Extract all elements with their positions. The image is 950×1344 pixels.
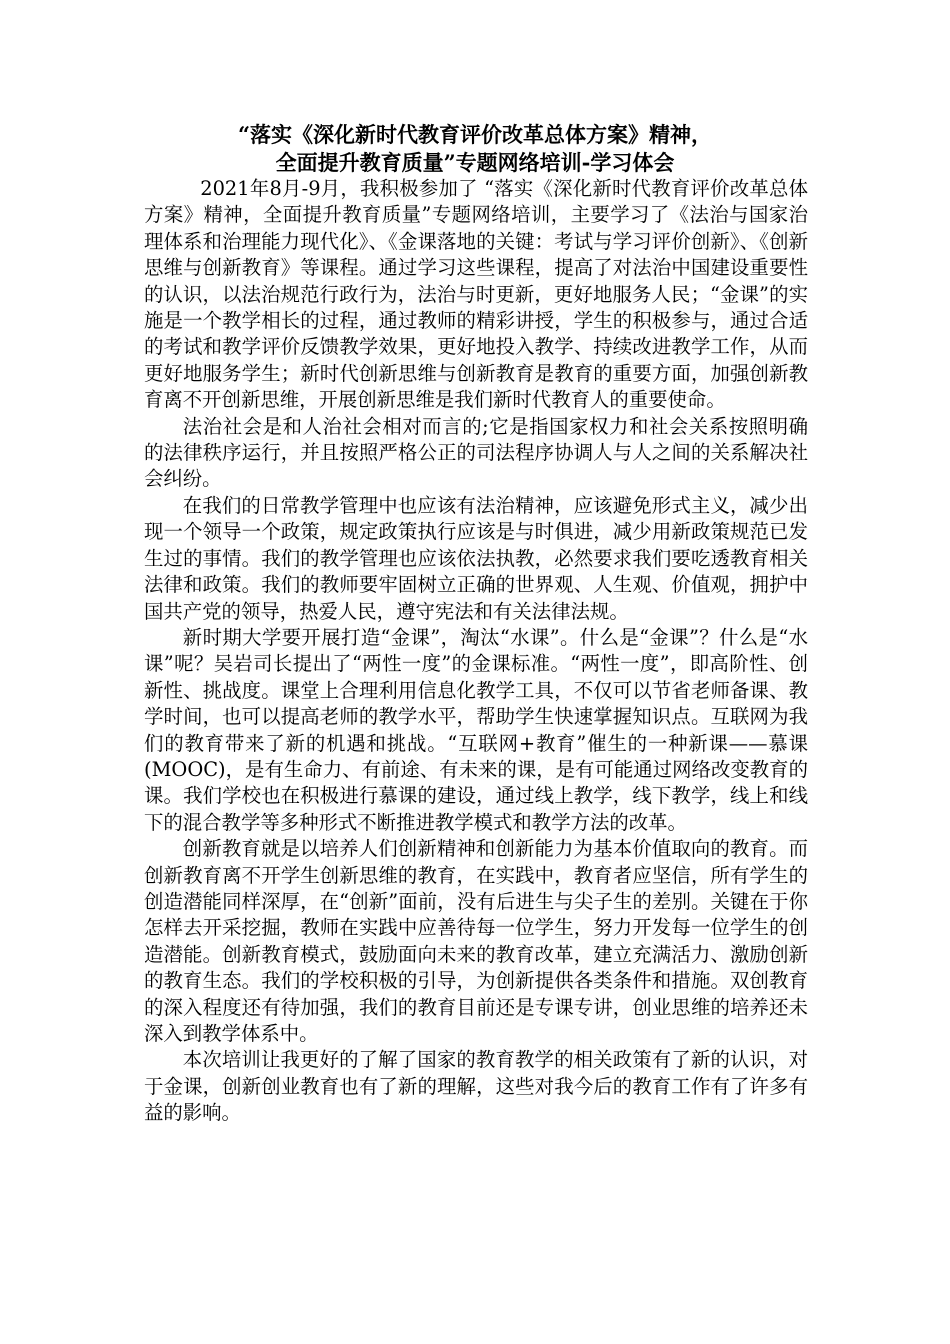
paragraph-3: 在我们的日常教学管理中也应该有法治精神，应该避免形式主义，减少出现一个领导一个政策，规定政策执行应该是与时俱进，减少用新政策规范已发生过的事情。我们的教学管理也应该依法执教，必然要求我们要吃透教育相关法律和政策。我们的教师要牢固树立正确的世界观、人生观、价值观，拥护中国共产党的领导，热爱人民，遵守宪法和有关法律法规。	[144, 493, 808, 623]
paragraph-1: 2021年8月-9月，我积极参加了 “落实《深化新时代教育评价改革总体方案》精神，全面提升教育质量”专题网络培训，主要学习了《法治与国家治理体系和治理能力现代化》、《金课落地的关键：考试与学习评价创新》、《创新思维与创新教育》等课程。通过学习这些课程，提高了对法治中国建设重要性的认识，以法治规范行政行为，法治与时更新，更好地服务人民；“金课”的实施是一个教学相长的过程，通过教师的精彩讲授，学生的积极参与，通过合适的考试和教学评价反馈教学效果，更好地投入教学、持续改进教学工作，从而更好地服务学生；新时代创新思维与创新教育是教育的重要方面，加强创新教育离不开创新思维，开展创新思维是我们新时代教育人的重要使命。	[144, 177, 808, 412]
document-body	[144, 176, 808, 1127]
title-line-1: “落实《深化新时代教育评价改革总体方案》精神，	[237, 122, 713, 147]
document-title	[140, 121, 810, 177]
paragraph-4: 新时期大学要开展打造“金课”，淘汰“水课”。什么是“金课”？什么是“水课”呢？吴岩司长提出了“两性一度”的金课标准。“两性一度”，即高阶性、创新性、挑战度。课堂上合理利用信息化教学工具，不仅可以节省老师备课、教学时间，也可以提高老师的教学水平，帮助学生快速掌握知识点。互联网为我们的教育带来了新的机遇和挑战。“互联网+教育”催生的一种新课——慕课(MOOC)，是有生命力、有前途、有未来的课，是有可能通过网络改变教育的课。我们学校也在积极进行慕课的建设，通过线上教学，线下教学，线上和线下的混合教学等多种形式不断推进教学模式和教学方法的改革。	[144, 625, 808, 834]
paragraph-6: 本次培训让我更好的了解了国家的教育教学的相关政策有了新的认识，对于金课，创新创业教育也有了新的理解，这些对我今后的教育工作有了许多有益的影响。	[144, 1048, 808, 1125]
title-line-2: 全面提升教育质量”专题网络培训-学习体会	[275, 150, 675, 175]
paragraph-5: 创新教育就是以培养人们创新精神和创新能力为基本价值取向的教育。而创新教育离不开学生创新思维的教育，在实践中，教育者应坚信，所有学生的创造潜能同样深厚，在“创新”面前，没有后进生与尖子生的差别。关键在于你怎样去开采挖掘，教师在实践中应善待每一位学生，努力开发每一位学生的创造潜能。创新教育模式，鼓励面向未来的教育改革，建立充满活力、激励创新的教育生态。我们的学校积极的引导，为创新提供各类条件和措施。双创教育的深入程度还有待加强，我们的教育目前还是专课专讲，创业思维的培养还未深入到教学体系中。	[144, 837, 808, 1045]
paragraph-2: 法治社会是和人治社会相对而言的;它是指国家权力和社会关系按照明确的法律秩序运行，并且按照严格公正的司法程序协调人与人之间的关系解决社会纠纷。	[144, 414, 808, 491]
